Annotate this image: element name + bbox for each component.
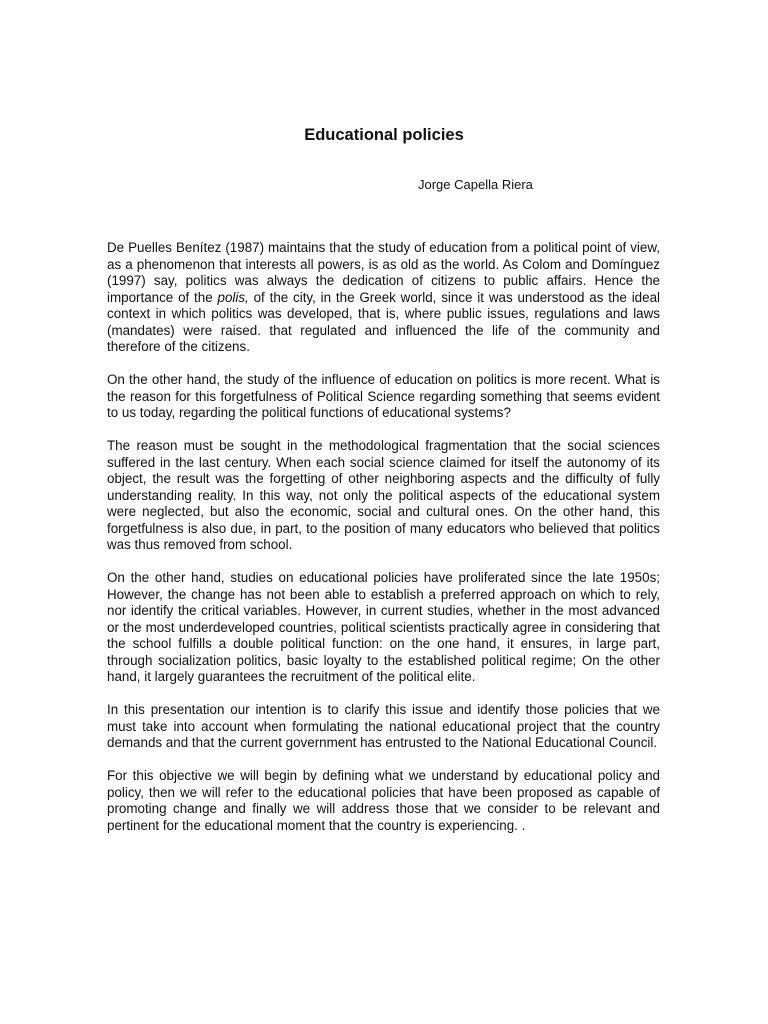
paragraph-2: On the other hand, the study of the influence of education on politics is more recent. What is the reason for this forgetfulness of Political Science regarding something that seems evident to us today, regarding the political functions of educational systems?	[107, 372, 660, 420]
document-body	[107, 240, 660, 851]
paragraph-4: On the other hand, studies on educational policies have proliferated since the late 1950s; However, the change has not been able to establish a preferred approach on which to rely, nor identify the critical variables. However, in current studies, whether in the most advanced or the most underdeveloped countries, political scientists practically agree in considering that the school fulfills a double political function: on the one hand, it ensures, in large part, through socialization politics, basic loyalty to the established political regime; On the other hand, it largely guarantees the recruitment of the political elite.	[107, 570, 660, 684]
paragraph-1-text-a: De Puelles Benítez (1987) maintains that the study of education from a political point of view, as a phenomenon that interests all powers, is as old as the world. As Colom and Domínguez (1997) say, politics was always the dedication of citizens to public affairs. Hence the importance of the	[107, 240, 660, 305]
paragraph-3: The reason must be sought in the methodological fragmentation that the social sciences suffered in the last century. When each social science claimed for itself the autonomy of its object, the result was the forgetting of other neighboring aspects and the difficulty of fully understanding reality. In this way, not only the political aspects of the educational system were neglected, but also the economic, social and cultural ones. On the other hand, this forgetfulness is also due, in part, to the position of many educators who believed that politics was thus removed from school.	[107, 438, 660, 552]
paragraph-1	[107, 240, 660, 356]
author-name: Jorge Capella Riera	[418, 177, 533, 192]
paragraph-5: In this presentation our intention is to clarify this issue and identify those policies that we must take into account when formulating the national educational project that the country demands and that the current government has entrusted to the National Educational Council.	[107, 702, 660, 750]
document-title: Educational policies	[304, 126, 464, 144]
paragraph-1-italic: polis,	[217, 289, 249, 305]
paragraph-6: For this objective we will begin by defining what we understand by educational policy and policy, then we will refer to the educational policies that have been proposed as capable of promoting change and finally we will address those that we consider to be relevant and pertinent for the educational moment that the country is experiencing. .	[107, 768, 660, 833]
paragraph-1-text-b: of the city, in the Greek world, since it was understood as the ideal context in which politics was developed, that is, where public issues, regulations and laws (mandates) were raised. that regulated and influenced the life of the community and therefore of the citizens.	[107, 289, 660, 354]
